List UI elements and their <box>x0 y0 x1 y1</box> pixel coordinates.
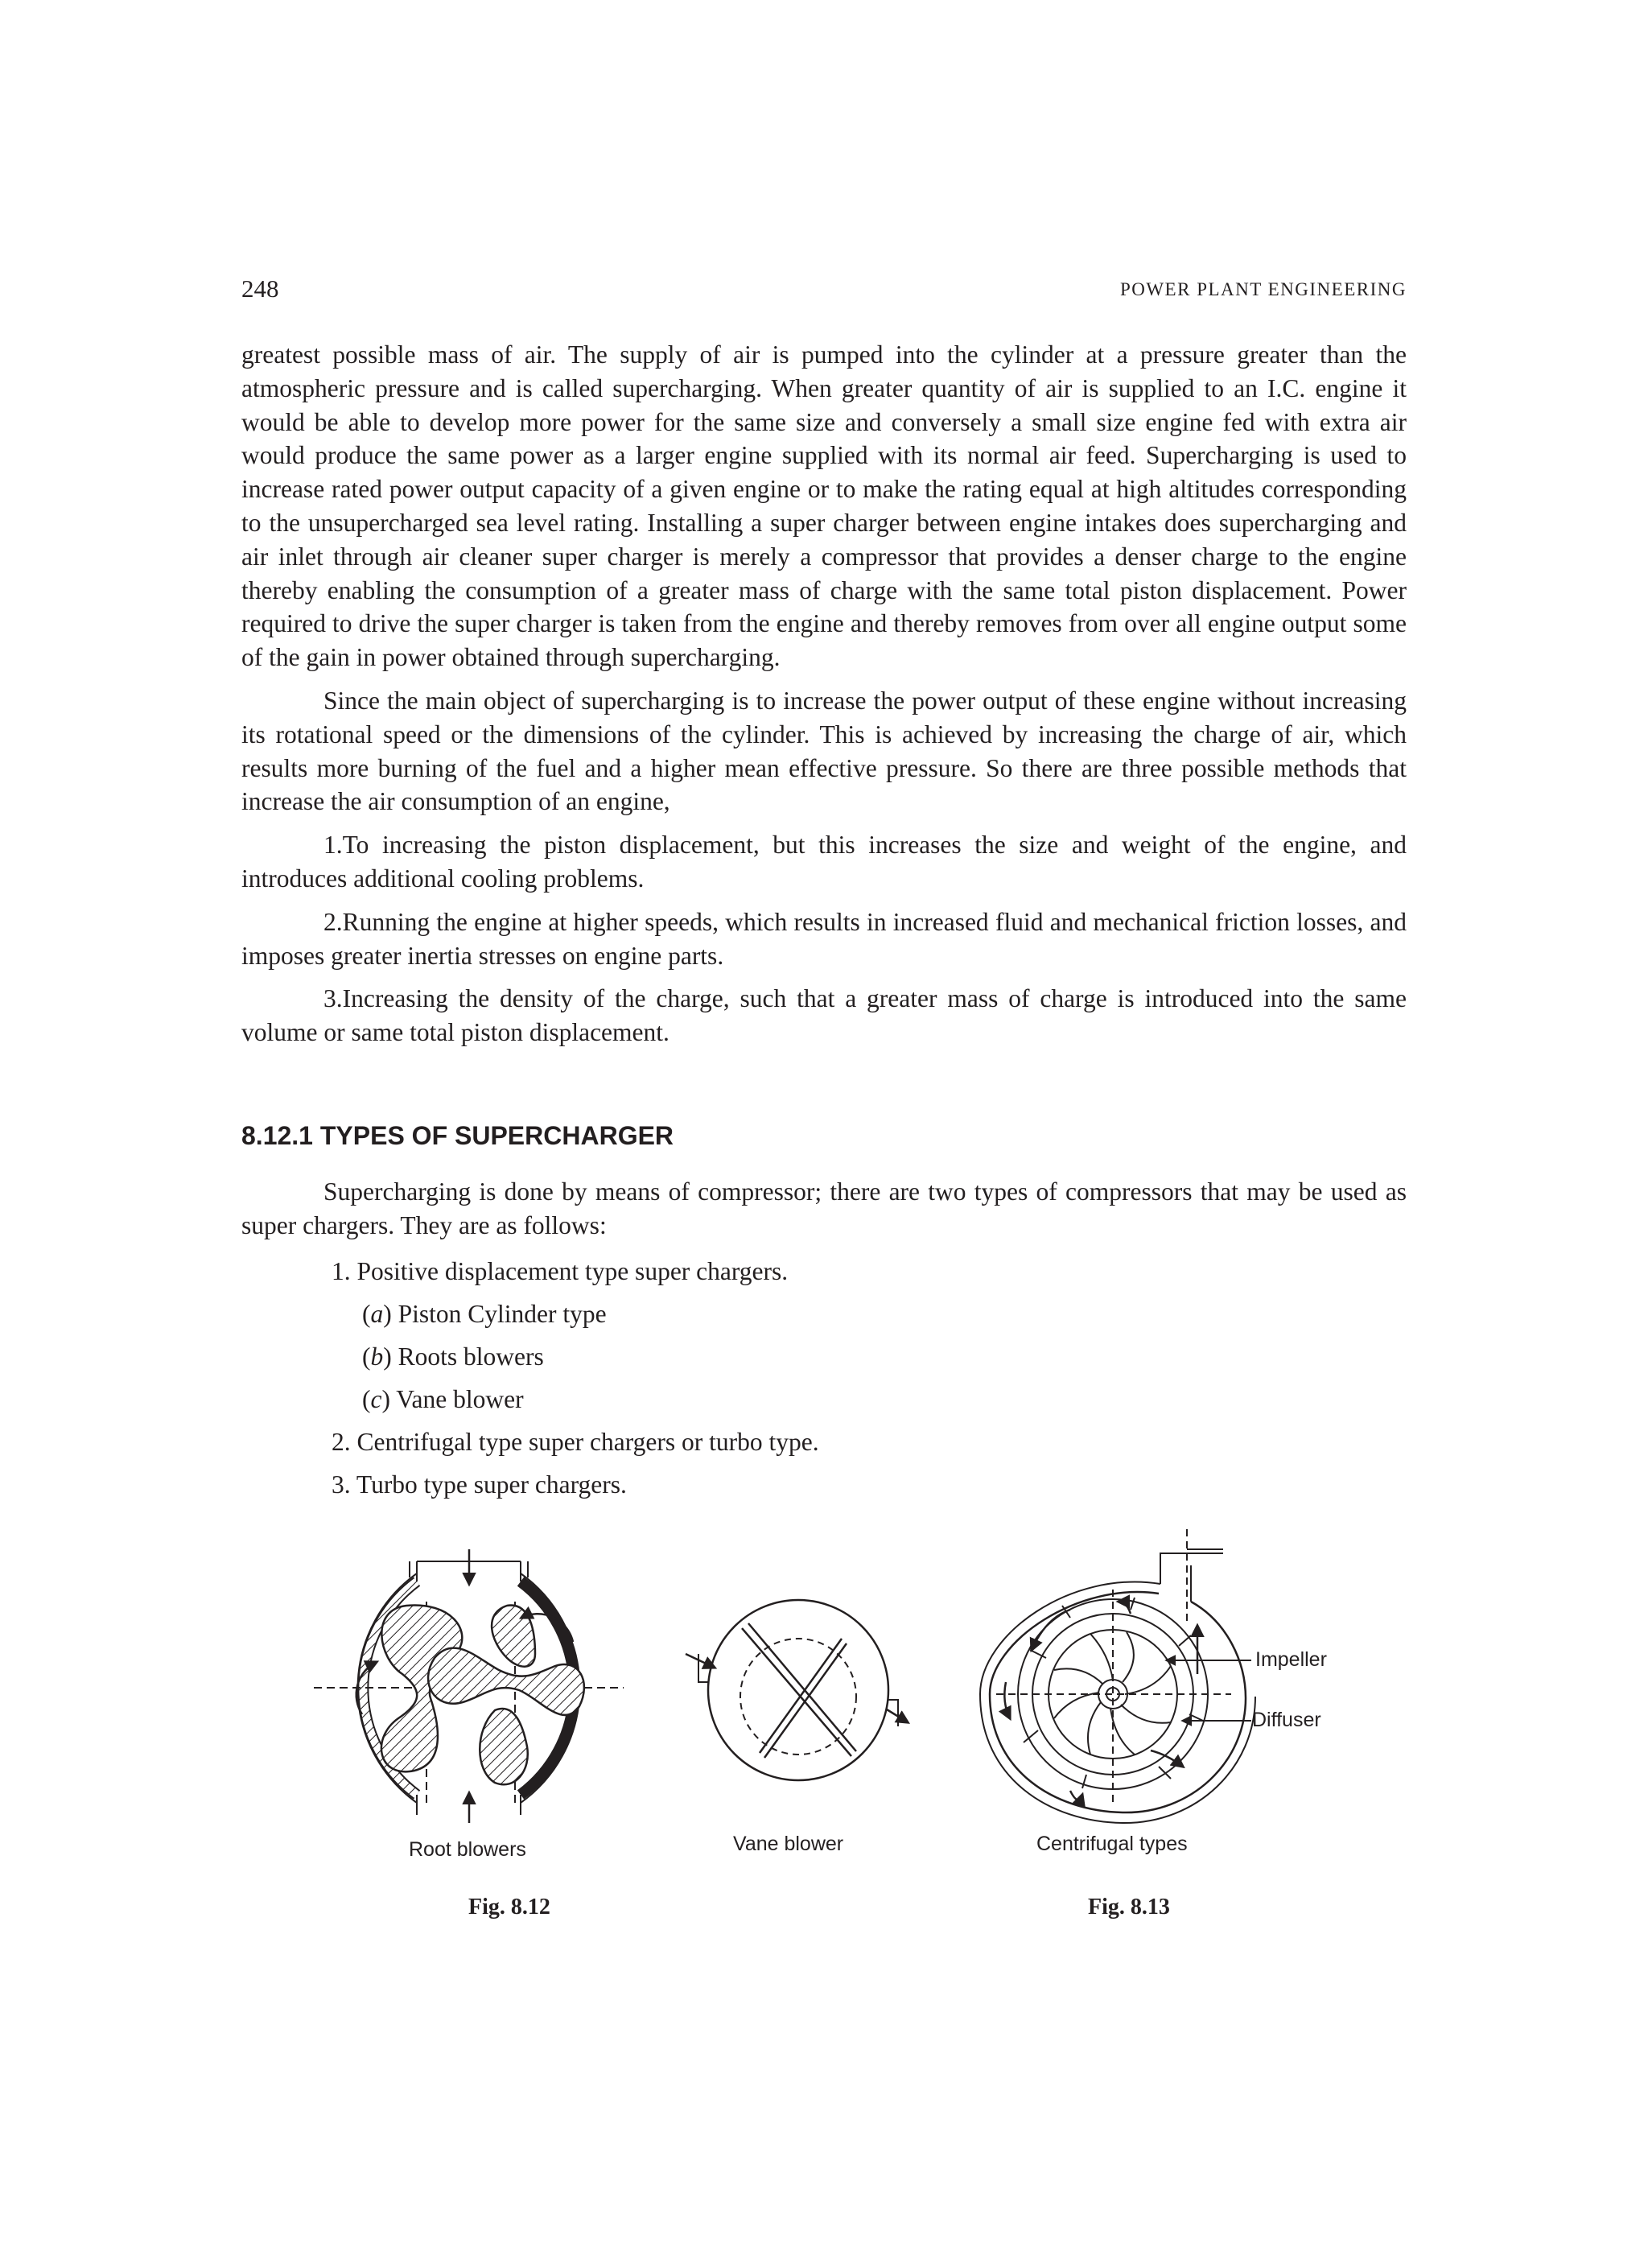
subitem-letter: b <box>370 1342 384 1371</box>
subitem-text: Roots blowers <box>391 1342 544 1371</box>
section-intro: Supercharging is done by means of compressor; there are two types of compressors that may be used as super chargers. They are as follows: <box>241 1177 1407 1239</box>
subitem-text: Piston Cylinder type <box>391 1300 607 1328</box>
centrifugal-diagram <box>980 1529 1255 1823</box>
paragraph-4: 2.Running the engine at higher speeds, which results in increased fluid and mechanical friction losses, and imposes greater inertia stresses on engine parts. <box>241 907 1407 970</box>
vane-blower-caption: Vane blower <box>733 1833 844 1855</box>
list-item: 1. Positive displacement type super chargers. <box>332 1257 789 1285</box>
list-item: 2. Centrifugal type super chargers or turbo type. <box>332 1428 819 1456</box>
centrifugal-caption: Centrifugal types <box>1036 1833 1188 1855</box>
diffuser-label: Diffuser <box>1252 1709 1321 1731</box>
fig-8-13-label: Fig. 8.13 <box>1088 1895 1170 1920</box>
fig-8-12-label: Fig. 8.12 <box>468 1895 550 1920</box>
running-head: POWER PLANT ENGINEERING <box>1119 279 1407 299</box>
list-item: 3. Turbo type super chargers. <box>332 1470 627 1499</box>
list-subitem: (b) Roots blowers <box>362 1342 544 1371</box>
subitem-letter: c <box>370 1385 382 1413</box>
list-subitem: (a) Piston Cylinder type <box>362 1300 607 1328</box>
paragraph-3: 1.To increasing the piston displacement, but this increases the size and weight of the engine, and introduces additional cooling problems. <box>241 831 1407 893</box>
paragraph-2: Since the main object of supercharging is to increase the power output of these engine without increasing its rotational speed or the dimensions of the cylinder. This is achieved by increasing the charge of air, which results more burning of the fuel and a higher mean effective pressure. So there are three possible methods that increase the air consumption of an engine, <box>241 686 1407 816</box>
vane-blower-diagram <box>686 1600 908 1780</box>
subitem-text: Vane blower <box>389 1385 524 1413</box>
root-blowers-caption: Root blowers <box>409 1838 526 1861</box>
list-subitem: (c) Vane blower <box>362 1385 524 1413</box>
subitem-letter: a <box>370 1300 384 1328</box>
paragraph-1: greatest possible mass of air. The supply of air is pumped into the cylinder at a pressure greater than the atmospheric pressure and is called supercharging. When greater quantity of air is supplied to an I.C. engine it would be able to develop more power for the same size and conversely a small size engine fed with extra air would produce the same power as a larger engine supplied with its normal air feed. Supercharging is used to increase rated power output capacity of a given engine or to make the rating equal at high altitudes corresponding to the unsupercharged sea level rating. Installing a super charger between engine intakes does supercharging and air inlet through air cleaner super charger is merely a compressor that provides a denser charge to the engine thereby enabling the consumption of a greater mass of charge with the same total piston displacement. Power required to drive the super charger is taken from the engine and thereby removes from over all engine output some of the gain in power obtained through supercharging. <box>241 340 1407 672</box>
page-number: 248 <box>241 274 279 303</box>
section-heading: 8.12.1 TYPES OF SUPERCHARGER <box>241 1121 674 1150</box>
root-blower-diagram <box>314 1549 624 1823</box>
paragraph-5: 3.Increasing the density of the charge, such that a greater mass of charge is introduced into the same volume or same total piston displacement. <box>241 984 1407 1047</box>
impeller-label: Impeller <box>1255 1648 1327 1671</box>
